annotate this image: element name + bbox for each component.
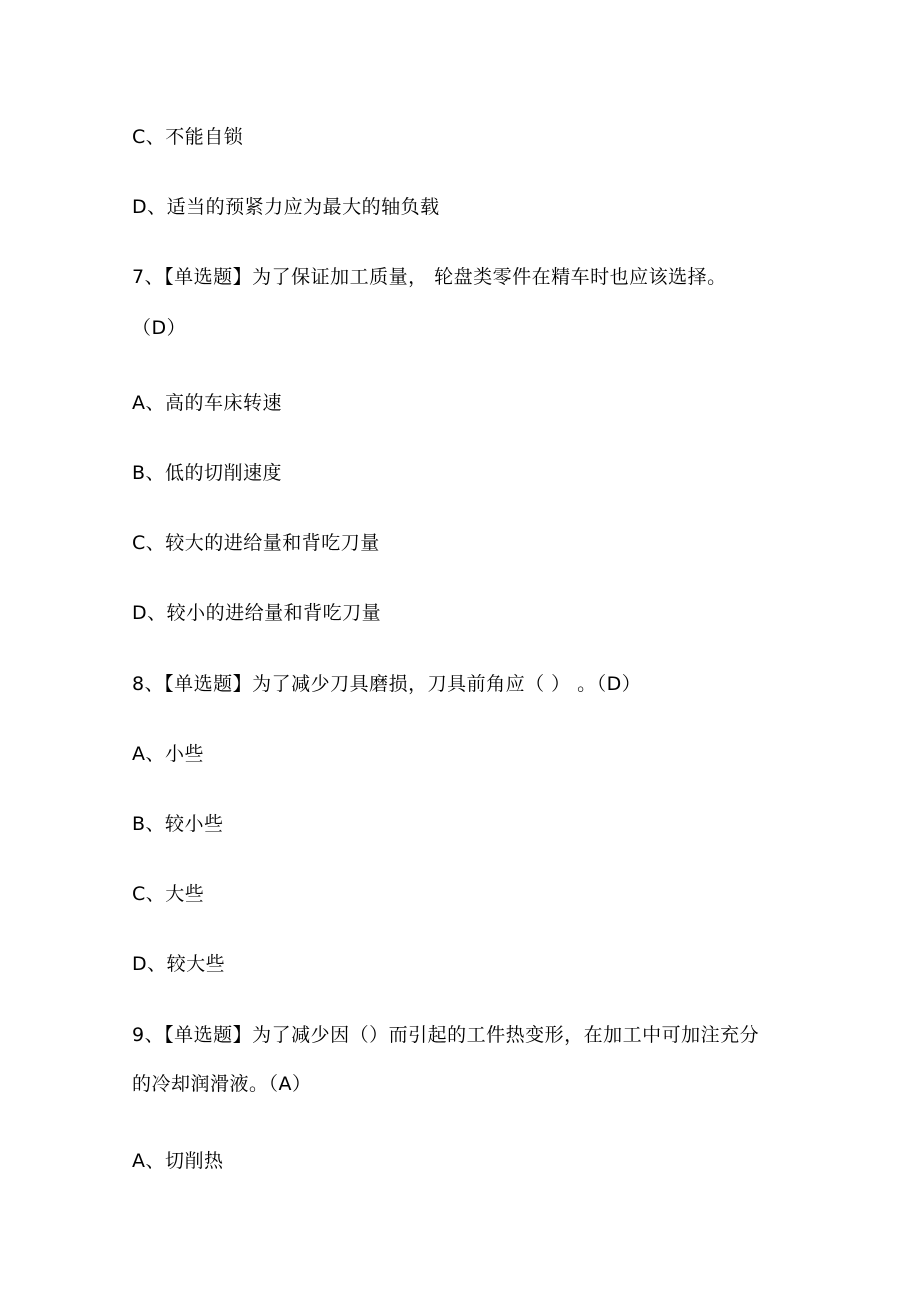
q6-option-c: C、不能自锁: [132, 126, 244, 148]
q8-option-b: B、较小些: [132, 813, 224, 835]
q6-option-d: D、适当的预紧力应为最大的轴负载: [132, 196, 440, 218]
q8-option-c: C、大些: [132, 883, 205, 905]
q8-option-a: A、小些: [132, 743, 204, 765]
q7-option-c: C、较大的进给量和背吃刀量: [132, 532, 380, 554]
q7-answer: （D）: [132, 317, 187, 339]
q7-option-d: D、较小的进给量和背吃刀量: [132, 602, 382, 624]
q8-option-d: D、较大些: [132, 953, 226, 975]
q9-option-a: A、切削热: [132, 1150, 224, 1172]
q8-question-stem: 8、【单选题】为了减少刀具磨损，刀具前角应（ ） 。（D）: [132, 673, 642, 695]
q9-answer: 的冷却润滑液。（A）: [132, 1073, 312, 1095]
q7-option-a: A、高的车床转速: [132, 392, 282, 414]
q7-option-b: B、低的切削速度: [132, 462, 283, 484]
q9-question-stem: 9、【单选题】为了减少因（）而引起的工件热变形，在加工中可加注充分: [132, 1024, 760, 1046]
q7-question-stem: 7、【单选题】为了保证加工质量， 轮盘类零件在精车时也应该选择。: [132, 266, 727, 288]
